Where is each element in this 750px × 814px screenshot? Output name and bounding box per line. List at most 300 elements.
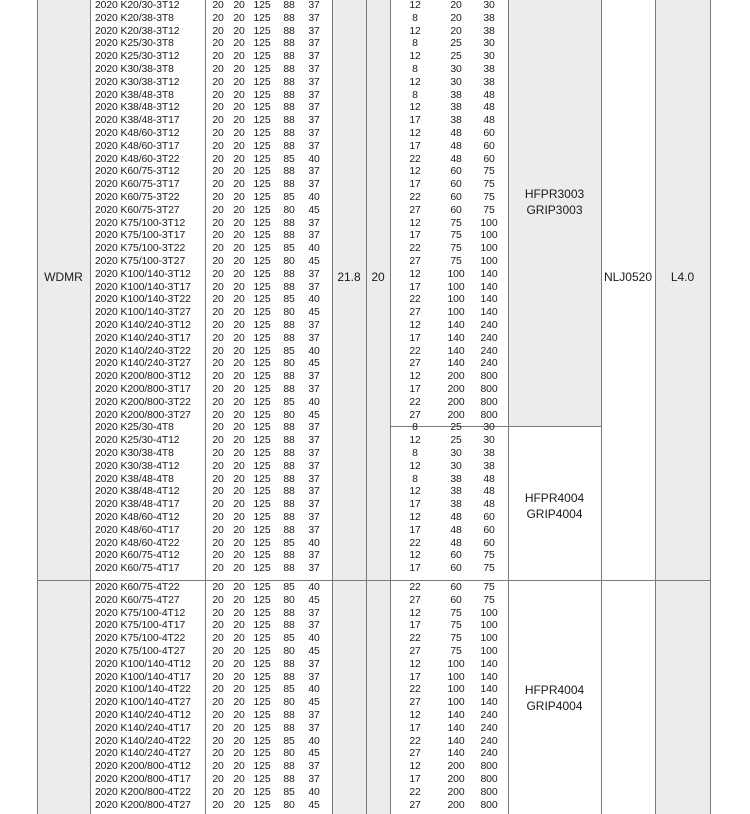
col-d-cell: 20 [212,358,224,370]
col-width-cell: 27 [409,358,421,370]
col-l-cell: 125 [253,761,271,773]
col-f-cell: 37 [308,230,320,242]
col-d-cell: 20 [212,563,224,575]
col-b-cell: 20 [233,268,245,280]
col-b-cell: 20 [233,166,245,178]
col-max-dia-cell: 60 [483,128,495,139]
table-row [0,462,750,472]
col-width-cell: 12 [409,607,421,619]
col-max-dia-cell: 800 [480,786,498,798]
table-row [0,673,750,683]
col-b-cell: 20 [233,735,245,747]
col-b-cell: 20 [233,460,245,472]
col-max-dia-cell: 60 [483,537,495,549]
col-b-cell: 20 [233,550,245,562]
col-l-cell: 125 [253,166,271,178]
col-h-cell: 80 [283,748,295,760]
col-b-cell: 20 [233,25,245,37]
col-d-cell: 20 [212,64,224,75]
col-f-cell: 45 [308,799,320,811]
code-cell: 2020 K60/75-4T27 [95,594,180,606]
table-row [0,14,750,24]
table-row [0,308,750,318]
col-d-cell: 20 [212,115,224,127]
code-cell: 2020 K20/38-3T8 [95,12,174,24]
col-max-dia-cell: 100 [480,620,498,632]
code-cell: 2020 K75/100-3T12 [95,217,186,229]
table-row [0,487,750,497]
col-l-cell: 125 [253,76,271,88]
col-h-cell: 88 [283,435,295,447]
col-min-dia-cell: 60 [450,582,462,593]
col-l-cell: 125 [253,345,271,357]
col-max-dia-cell: 100 [480,607,498,619]
col-width-cell: 17 [409,524,421,536]
col-d-cell: 20 [212,620,224,632]
col-min-dia-cell: 20 [450,25,462,37]
col-min-dia-cell: 140 [447,320,465,331]
col-min-dia-cell: 60 [450,166,462,178]
code-cell: 2020 K100/140-4T17 [95,671,191,683]
col-max-dia-cell: 800 [480,409,498,421]
col-b-cell: 20 [233,371,245,383]
col-l-cell: 125 [253,537,271,549]
col-max-dia-cell: 240 [480,320,498,331]
col-max-dia-cell: 140 [480,294,498,306]
col-min-dia-cell: 200 [447,396,465,408]
code-cell: 2020 K38/48-3T12 [95,102,180,114]
col-max-dia-cell: 30 [483,0,495,11]
code-cell: 2020 K200/800-3T12 [95,371,191,383]
code-cell: 2020 K100/140-3T22 [95,294,191,306]
table-row [0,526,750,536]
col-h-cell: 88 [283,499,295,511]
col-min-dia-cell: 60 [450,204,462,216]
col-max-dia-cell: 800 [480,761,498,773]
col-f-cell: 40 [308,582,320,593]
col-b-cell: 20 [233,192,245,203]
col-l-cell: 125 [253,192,271,203]
col-b-cell: 20 [233,179,245,191]
col-width-cell: 12 [409,320,421,331]
col-h-cell: 85 [283,537,295,549]
col-d-cell: 20 [212,384,224,395]
col-b-cell: 20 [233,153,245,165]
col-width-cell: 8 [412,38,418,50]
col-h-cell: 80 [283,307,295,319]
col-max-dia-cell: 75 [483,192,495,203]
col-width-cell: 12 [409,761,421,773]
col-b-cell: 20 [233,646,245,657]
col-h-cell: 88 [283,512,295,523]
col-l-cell: 125 [253,332,271,344]
col-d-cell: 20 [212,396,224,408]
col-h-cell: 88 [283,658,295,670]
col-max-dia-cell: 100 [480,243,498,255]
col-max-dia-cell: 38 [483,64,495,75]
col-max-dia-cell: 48 [483,486,495,498]
col-h-cell: 80 [283,697,295,709]
col-min-dia-cell: 100 [447,294,465,306]
col-l-cell: 125 [253,460,271,472]
col-max-dia-cell: 800 [480,384,498,395]
code-cell: 2020 K38/48-4T8 [95,473,174,485]
col-b-cell: 20 [233,422,245,434]
col-h-cell: 88 [283,774,295,785]
col-h-cell: 88 [283,268,295,280]
col-f-cell: 37 [308,281,320,293]
col-f-cell: 37 [308,422,320,434]
col-h-cell: 88 [283,460,295,472]
code-cell: 2020 K140/240-4T17 [95,722,191,734]
col-d-cell: 20 [212,594,224,606]
col-l-cell: 125 [253,128,271,139]
col-max-dia-cell: 60 [483,153,495,165]
code-cell: 2020 K60/75-3T22 [95,192,180,203]
col-min-dia-cell: 100 [447,268,465,280]
code-cell: 2020 K140/240-3T22 [95,345,191,357]
col-l-cell: 125 [253,140,271,152]
col-h-cell: 88 [283,38,295,50]
col-h-cell: 88 [283,384,295,395]
table-row [0,372,750,382]
col-min-dia-cell: 100 [447,671,465,683]
col-f-cell: 40 [308,396,320,408]
col-h-cell: 88 [283,0,295,11]
col-l-cell: 125 [253,230,271,242]
col-max-dia-cell: 140 [480,307,498,319]
col-h-cell: 85 [283,294,295,306]
col-width-cell: 12 [409,550,421,562]
col-l-cell: 125 [253,153,271,165]
col-f-cell: 40 [308,345,320,357]
col-width-cell: 22 [409,786,421,798]
col-b-cell: 20 [233,607,245,619]
table-row [0,283,750,293]
col-d-cell: 20 [212,786,224,798]
col-max-dia-cell: 100 [480,256,498,267]
code-cell: 2020 K100/140-4T27 [95,697,191,709]
code-cell: 2020 K60/75-3T12 [95,166,180,178]
col-f-cell: 37 [308,64,320,75]
col-min-dia-cell: 100 [447,281,465,293]
col-f-cell: 37 [308,550,320,562]
table-row [0,295,750,305]
col-f-cell: 45 [308,409,320,421]
col-min-dia-cell: 30 [450,460,462,472]
col-f-cell: 45 [308,204,320,216]
col-d-cell: 20 [212,774,224,785]
col-f-cell: 37 [308,320,320,331]
col-d-cell: 20 [212,153,224,165]
col-width-cell: 8 [412,64,418,75]
col-min-dia-cell: 75 [450,230,462,242]
col-max-dia-cell: 75 [483,179,495,191]
code-cell: 2020 K75/100-4T22 [95,633,186,645]
col-l-cell: 125 [253,710,271,721]
col-f-cell: 45 [308,256,320,267]
col-width-cell: 22 [409,396,421,408]
table-row [0,698,750,708]
col-width-cell: 27 [409,748,421,760]
table-row [0,551,750,561]
col-max-dia-cell: 240 [480,332,498,344]
table-row [0,129,750,139]
col-f-cell: 37 [308,710,320,721]
col-width-cell: 12 [409,435,421,447]
col-l-cell: 125 [253,722,271,734]
col-d-cell: 20 [212,684,224,696]
col-width-cell: 8 [412,89,418,101]
code-cell: 2020 K140/240-4T27 [95,748,191,760]
table-row [0,78,750,88]
table-row [0,564,750,574]
col-h-cell: 88 [283,722,295,734]
col-min-dia-cell: 60 [450,563,462,575]
col-f-cell: 45 [308,358,320,370]
col-width-cell: 27 [409,594,421,606]
col-d-cell: 20 [212,371,224,383]
col-width-cell: 12 [409,710,421,721]
table-row [0,749,750,759]
col-d-cell: 20 [212,799,224,811]
key-value: NLJ0520 [603,270,653,284]
type-label: WDMR [44,270,83,284]
col-h-cell: 88 [283,76,295,88]
col-f-cell: 45 [308,697,320,709]
code-cell: 2020 K200/800-4T17 [95,774,191,785]
col-d-cell: 20 [212,735,224,747]
code-cell: 2020 K75/100-4T17 [95,620,186,632]
col-width-cell: 12 [409,102,421,114]
section2-insert-line1: HFPR4004 [524,683,585,697]
col-b-cell: 20 [233,396,245,408]
col-d-cell: 20 [212,256,224,267]
col-width-cell: 12 [409,486,421,498]
col-min-dia-cell: 100 [447,658,465,670]
col-max-dia-cell: 140 [480,684,498,696]
col-min-dia-cell: 48 [450,128,462,139]
col-min-dia-cell: 100 [447,697,465,709]
col-f-cell: 40 [308,192,320,203]
col-max-dia-cell: 100 [480,217,498,229]
col-h-cell: 88 [283,64,295,75]
col-d-cell: 20 [212,230,224,242]
col-min-dia-cell: 48 [450,524,462,536]
col-f-cell: 40 [308,735,320,747]
col-f-cell: 45 [308,646,320,657]
col-width-cell: 22 [409,735,421,747]
col-width-cell: 27 [409,697,421,709]
code-cell: 2020 K48/60-4T12 [95,512,180,523]
col-max-dia-cell: 75 [483,594,495,606]
col-f-cell: 37 [308,473,320,485]
col-d-cell: 20 [212,499,224,511]
col-d-cell: 20 [212,38,224,50]
table-row [0,449,750,459]
code-cell: 2020 K60/75-4T22 [95,582,180,593]
col-h-cell: 88 [283,320,295,331]
col-b-cell: 20 [233,799,245,811]
table-row [0,711,750,721]
table-row [0,257,750,267]
col-max-dia-cell: 240 [480,748,498,760]
col-d-cell: 20 [212,435,224,447]
code-cell: 2020 K20/38-3T12 [95,25,180,37]
col-width-cell: 8 [412,422,418,434]
col-l-cell: 125 [253,371,271,383]
col-width-cell: 17 [409,281,421,293]
col-width-cell: 8 [412,473,418,485]
col-l-cell: 125 [253,499,271,511]
code-cell: 2020 K25/30-4T8 [95,422,174,434]
col-h-cell: 80 [283,204,295,216]
code-cell: 2020 K140/240-4T12 [95,710,191,721]
code-cell: 2020 K38/48-3T17 [95,115,180,127]
col-width-cell: 22 [409,243,421,255]
col-b-cell: 20 [233,658,245,670]
col-d-cell: 20 [212,460,224,472]
code-cell: 2020 K200/800-4T22 [95,786,191,798]
col-l-cell: 125 [253,51,271,63]
table-row [0,398,750,408]
code-cell: 2020 K75/100-3T22 [95,243,186,255]
col-l-cell: 125 [253,594,271,606]
insert-group-1-line2: GRIP3003 [526,203,583,217]
col-width-cell: 27 [409,204,421,216]
col-min-dia-cell: 75 [450,620,462,632]
col-f-cell: 40 [308,153,320,165]
col-min-dia-cell: 38 [450,115,462,127]
table-row [0,206,750,216]
col-max-dia-cell: 800 [480,371,498,383]
col-b-cell: 20 [233,697,245,709]
col-l-cell: 125 [253,320,271,331]
col-h-cell: 88 [283,371,295,383]
col-b-cell: 20 [233,64,245,75]
table-row [0,596,750,606]
col-l-cell: 125 [253,658,271,670]
col-max-dia-cell: 140 [480,697,498,709]
col-b-cell: 20 [233,774,245,785]
col-f-cell: 37 [308,761,320,773]
col-l-cell: 125 [253,0,271,11]
col-b-cell: 20 [233,761,245,773]
col-l-cell: 125 [253,268,271,280]
col-max-dia-cell: 38 [483,448,495,459]
col-width-cell: 27 [409,256,421,267]
col-min-dia-cell: 25 [450,38,462,50]
col-max-dia-cell: 240 [480,735,498,747]
col-width-cell: 17 [409,179,421,191]
col-h-cell: 85 [283,192,295,203]
col-b-cell: 20 [233,512,245,523]
table-row [0,539,750,549]
col-h-cell: 88 [283,140,295,152]
code-cell: 2020 K100/140-3T17 [95,281,191,293]
col-width-cell: 27 [409,646,421,657]
col-l-cell: 125 [253,281,271,293]
col-f-cell: 40 [308,684,320,696]
col-b-cell: 20 [233,38,245,50]
col-l-cell: 125 [253,684,271,696]
table-row [0,583,750,593]
col-h-cell: 85 [283,684,295,696]
col-h-cell: 88 [283,332,295,344]
col-max-dia-cell: 38 [483,25,495,37]
code-cell: 2020 K30/38-4T8 [95,448,174,459]
col-l-cell: 125 [253,102,271,114]
col-width-cell: 17 [409,774,421,785]
col-f-cell: 37 [308,128,320,139]
col-d-cell: 20 [212,51,224,63]
table-row [0,270,750,280]
col-h-cell: 88 [283,473,295,485]
col-width-cell: 12 [409,128,421,139]
col-f-cell: 40 [308,537,320,549]
col-d-cell: 20 [212,646,224,657]
col-min-dia-cell: 140 [447,710,465,721]
table-row [0,39,750,49]
table-row [0,359,750,369]
code-cell: 2020 K60/75-4T12 [95,550,180,562]
col-l-cell: 125 [253,524,271,536]
col-d-cell: 20 [212,524,224,536]
col-h-cell: 88 [283,166,295,178]
col-l-cell: 125 [253,422,271,434]
code-cell: 2020 K25/30-4T12 [95,435,180,447]
col-width-cell: 12 [409,658,421,670]
col-width-cell: 22 [409,345,421,357]
col-h-cell: 85 [283,786,295,798]
col-d-cell: 20 [212,166,224,178]
code-cell: 2020 K200/800-3T22 [95,396,191,408]
col-h-cell: 88 [283,230,295,242]
table-row [0,513,750,523]
col-l-cell: 125 [253,307,271,319]
col-l-cell: 125 [253,486,271,498]
col-b-cell: 20 [233,384,245,395]
col-h-cell: 80 [283,358,295,370]
col-h-cell: 88 [283,620,295,632]
col-b-cell: 20 [233,748,245,760]
col-f-cell: 37 [308,268,320,280]
col-h-cell: 88 [283,422,295,434]
col-d-cell: 20 [212,473,224,485]
col-b-cell: 20 [233,499,245,511]
col-l-cell: 125 [253,774,271,785]
table-row [0,500,750,510]
col-l-cell: 125 [253,582,271,593]
col-max-dia-cell: 48 [483,115,495,127]
table-row [0,103,750,113]
col-h-cell: 85 [283,582,295,593]
col-h-cell: 88 [283,550,295,562]
col-l-cell: 125 [253,786,271,798]
col-d-cell: 20 [212,76,224,88]
code-cell: 2020 K30/38-4T12 [95,460,180,472]
code-cell: 2020 K30/38-3T12 [95,76,180,88]
col-min-dia-cell: 48 [450,537,462,549]
insert-group-2-line2: GRIP4004 [526,507,583,521]
col-l-cell: 125 [253,358,271,370]
col-width-cell: 12 [409,512,421,523]
col-h-cell: 88 [283,25,295,37]
col-d-cell: 20 [212,192,224,203]
col-l-cell: 125 [253,89,271,101]
col-b-cell: 20 [233,524,245,536]
col-width-cell: 12 [409,166,421,178]
